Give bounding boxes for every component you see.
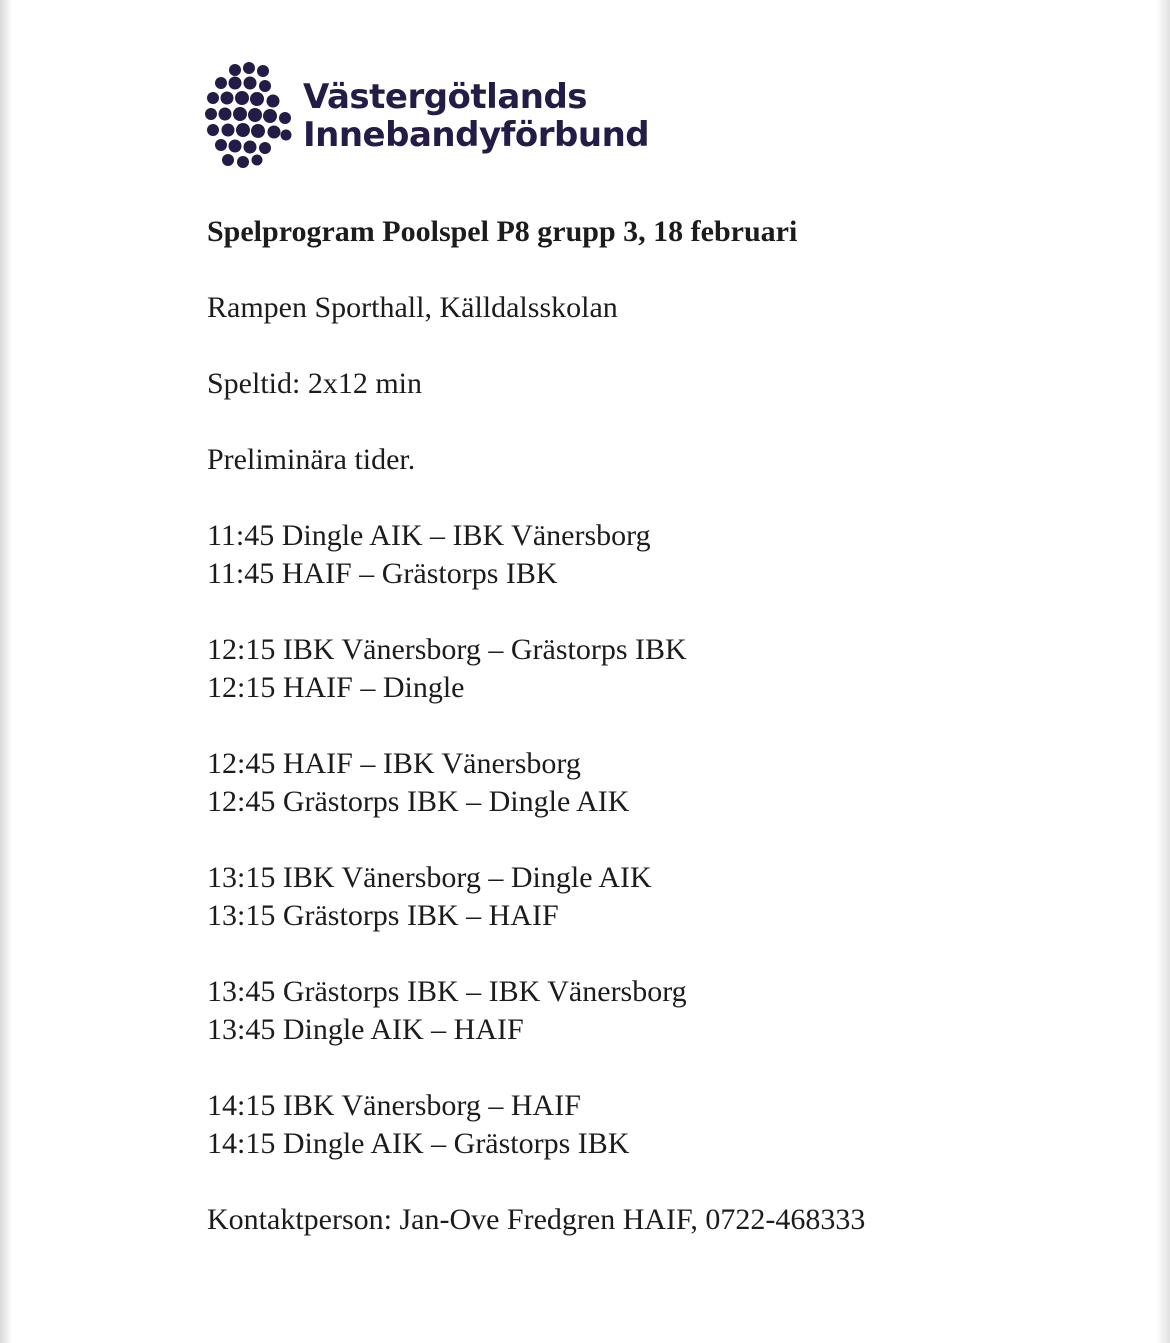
dot-cluster-logo-icon	[204, 62, 294, 177]
match-line: 13:15 IBK Vänersborg – Dingle AIK	[207, 861, 652, 894]
logo-line-1: Västergötlands	[303, 77, 588, 117]
contact-person: Kontaktperson: Jan-Ove Fredgren HAIF, 0722-468333	[207, 1203, 866, 1236]
match-line: 13:15 Grästorps IBK – HAIF	[207, 899, 559, 932]
time-block	[207, 1087, 1107, 1163]
time-block	[207, 517, 1107, 593]
time-block	[207, 859, 1107, 935]
time-block	[207, 973, 1107, 1049]
match-line: 14:15 IBK Vänersborg – HAIF	[207, 1089, 581, 1122]
page-right-shadow	[1156, 0, 1170, 1343]
playtime-text: Speltid: 2x12 min	[207, 367, 423, 400]
match-line: 12:15 HAIF – Dingle	[207, 671, 465, 704]
logo-wordmark	[303, 78, 649, 154]
venue-text: Rampen Sporthall, Källdalsskolan	[207, 291, 618, 324]
match-line: 12:15 IBK Vänersborg – Grästorps IBK	[207, 633, 687, 666]
match-line: 13:45 Dingle AIK – HAIF	[207, 1013, 524, 1046]
match-line: 11:45 HAIF – Grästorps IBK	[207, 557, 558, 590]
federation-logo	[204, 62, 684, 177]
match-line: 12:45 HAIF – IBK Vänersborg	[207, 747, 581, 780]
time-block	[207, 745, 1107, 821]
match-line: 14:15 Dingle AIK – Grästorps IBK	[207, 1127, 630, 1160]
document-title: Spelprogram Poolspel P8 grupp 3, 18 februari	[207, 215, 798, 248]
match-line: 12:45 Grästorps IBK – Dingle AIK	[207, 785, 630, 818]
match-line: 13:45 Grästorps IBK – IBK Vänersborg	[207, 975, 687, 1008]
page-left-shadow	[0, 0, 12, 1343]
schedule-document	[207, 213, 1107, 1239]
match-line: 11:45 Dingle AIK – IBK Vänersborg	[207, 519, 651, 552]
logo-line-2: Innebandyförbund	[303, 115, 650, 155]
preliminary-note: Preliminära tider.	[207, 443, 416, 476]
time-block	[207, 631, 1107, 707]
